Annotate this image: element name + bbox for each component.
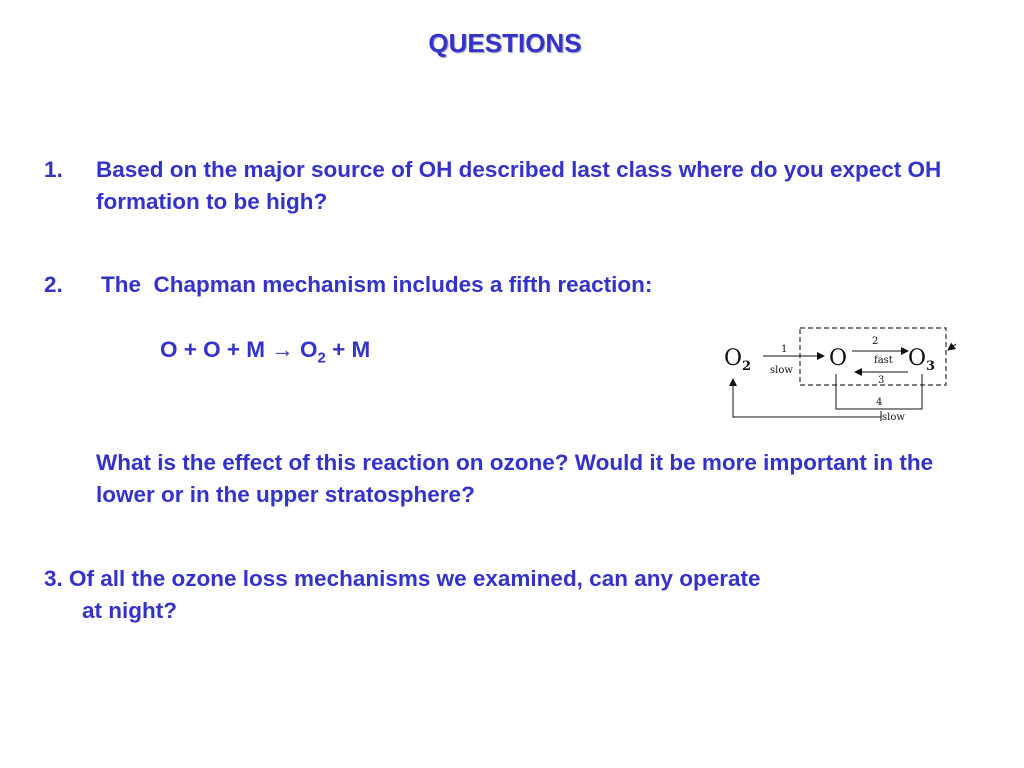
reaction-reactants: O + O + M (160, 337, 272, 362)
chapman-cycle-diagram (718, 322, 964, 428)
question-2-number: 2. (44, 272, 63, 297)
reaction-tail: + M (325, 337, 371, 362)
reaction-1-number: 1 (781, 344, 788, 355)
slide-title: QUESTIONS (428, 28, 582, 58)
arrow-into-o3 (948, 344, 956, 350)
species-o3-subscript: 3 (926, 359, 936, 374)
reaction-3-number: 3 (878, 375, 885, 386)
species-o3: $O_3$ (908, 346, 936, 374)
reaction-product-subscript: 2 (317, 349, 326, 367)
reaction-1-speed: slow (770, 365, 793, 376)
reaction-arrow-icon: → (271, 337, 294, 362)
reaction-4-speed: slow (882, 412, 905, 423)
question-1-text: Based on the major source of OH described last class where do you expect OH formation to be high? (96, 157, 942, 214)
reaction-2-number: 2 (872, 336, 879, 347)
species-o: O (829, 346, 848, 371)
question-3-line-2: at night? (82, 598, 177, 623)
question-2-text: The Chapman mechanism includes a fifth reaction: (101, 272, 653, 297)
species-o2: $O_2$ (724, 346, 752, 374)
reaction-product: O (293, 337, 318, 362)
reaction-2-speed: fast (874, 355, 893, 366)
question-3 (44, 563, 984, 627)
question-3-line-1: 3. Of all the ozone loss mechanisms we examined, can any operate (44, 566, 761, 591)
reaction-equation (160, 337, 370, 367)
species-o2-subscript: 2 (742, 359, 752, 374)
question-2-followup: What is the effect of this reaction on ozone? Would it be more important in the lower or in the upper stratosphere? (96, 450, 934, 507)
question-1-number: 1. (44, 157, 63, 182)
reaction-4-number: 4 (876, 397, 883, 408)
